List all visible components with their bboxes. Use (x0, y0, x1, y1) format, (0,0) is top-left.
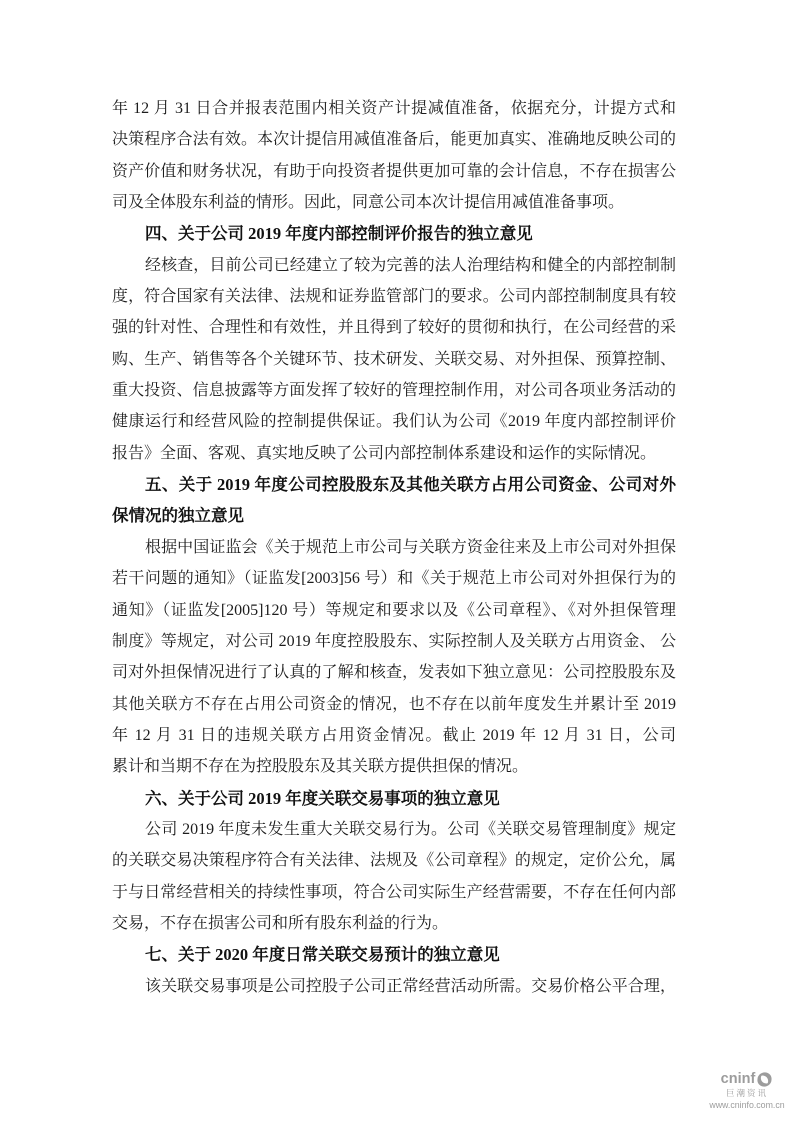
paragraph (112, 93, 676, 218)
text-line: 于与日常经营相关的持续性事项，符合公司实际生产经营需要，不存在任何内部 (112, 883, 676, 901)
text-line: 购、生产、销售等各个关键环节、技术研发、关联交易、对外担保、预算控制、 (112, 350, 676, 368)
text-line: 累计和当期不存在为控股股东及其关联方提供担保的情况。 (112, 758, 529, 776)
heading-line: 四、关于公司 2019 年度内部控制评价报告的独立意见 (145, 224, 533, 244)
text-line: 年 12 月 31 日合并报表范围内相关资产计提减值准备，依据充分，计提方式和 (112, 100, 676, 117)
text-line: 度，符合国家有关法律、法规和证券监管部门的要求。公司内部控制制度具有较 (112, 288, 676, 306)
text-line: 制度》等规定，对公司 2019 年度控股股东、实际控制人及关联方占用资金、 公 (112, 632, 676, 650)
text-line: 司对外担保情况进行了认真的了解和核查，发表如下独立意见：公司控股股东及 (112, 664, 676, 682)
text-line: 决策程序合法有效。本次计提信用减值准备后，能更加真实、准确地反映公司的 (112, 131, 676, 149)
section-heading (112, 939, 676, 970)
text-line: 重大投资、信息披露等方面发挥了较好的管理控制作用，对公司各项业务活动的 (112, 382, 676, 400)
swirl-icon (756, 1071, 773, 1088)
cninfo-logo-url: www.cninfo.com.cn (709, 1099, 785, 1110)
cninfo-logo-text: cninf (720, 1071, 756, 1088)
text-line: 公司 2019 年度未发生重大关联交易行为。公司《关联交易管理制度》规定 (145, 820, 676, 838)
cninfo-logo-subtitle: 巨潮资讯 (725, 1088, 768, 1098)
text-line: 根据中国证监会《关于规范上市公司与关联方资金往来及上市公司对外担保 (145, 538, 676, 556)
text-line: 若干问题的通知》（证监发[2003]56 号）和《关于规范上市公司对外担保行为的 (112, 570, 676, 588)
section-heading (112, 783, 676, 814)
cninfo-logo (706, 1071, 788, 1109)
section-heading (112, 469, 676, 532)
text-line: 报告》全面、客观、真实地反映了公司内部控制体系建设和运作的实际情况。 (112, 444, 657, 462)
heading-line: 七、关于 2020 年度日常关联交易预计的独立意见 (145, 945, 500, 965)
text-line: 经核查，目前公司已经建立了较为完善的法人治理结构和健全的内部控制制 (145, 256, 676, 274)
paragraph (112, 250, 676, 469)
paragraph (112, 532, 676, 783)
text-line: 资产价值和财务状况，有助于向投资者提供更加可靠的会计信息，不存在损害公 (112, 162, 676, 180)
text-line: 交易，不存在损害公司和所有股东利益的行为。 (112, 914, 449, 932)
document-body (112, 93, 676, 1002)
text-line: 的关联交易决策程序符合有关法律、法规及《公司章程》的规定，定价公允，属 (112, 852, 676, 870)
text-line: 年 12 月 31 日的违规关联方占用资金情况。截止 2019 年 12 月 31 日，公司 (112, 726, 676, 744)
text-line: 司及全体股东利益的情形。因此，同意公司本次计提信用减值准备事项。 (112, 194, 625, 212)
text-line: 强的针对性、合理性和有效性，并且得到了较好的贯彻和执行，在公司经营的采 (112, 319, 676, 337)
text-line: 通知》（证监发[2005]120 号）等规定和要求以及《公司章程》、《对外担保管理 (112, 601, 676, 619)
heading-line: 保情况的独立意见 (112, 506, 244, 526)
cninfo-logo-row (706, 1071, 788, 1088)
paragraph (112, 814, 676, 939)
heading-line: 六、关于公司 2019 年度关联交易事项的独立意见 (145, 788, 500, 808)
section-heading (112, 218, 676, 249)
text-line: 健康运行和经营风险的控制提供保证。我们认为公司《2019 年度内部控制评价 (112, 413, 676, 431)
text-line: 其他关联方不存在占用公司资金的情况，也不存在以前年度发生并累计至 2019 (112, 695, 676, 713)
text-line: 该关联交易事项是公司控股子公司正常经营活动所需。交易价格公平合理， (145, 977, 676, 995)
heading-line: 五、关于 2019 年度公司控股股东及其他关联方占用公司资金、公司对外 (145, 475, 676, 495)
paragraph (112, 971, 676, 1002)
